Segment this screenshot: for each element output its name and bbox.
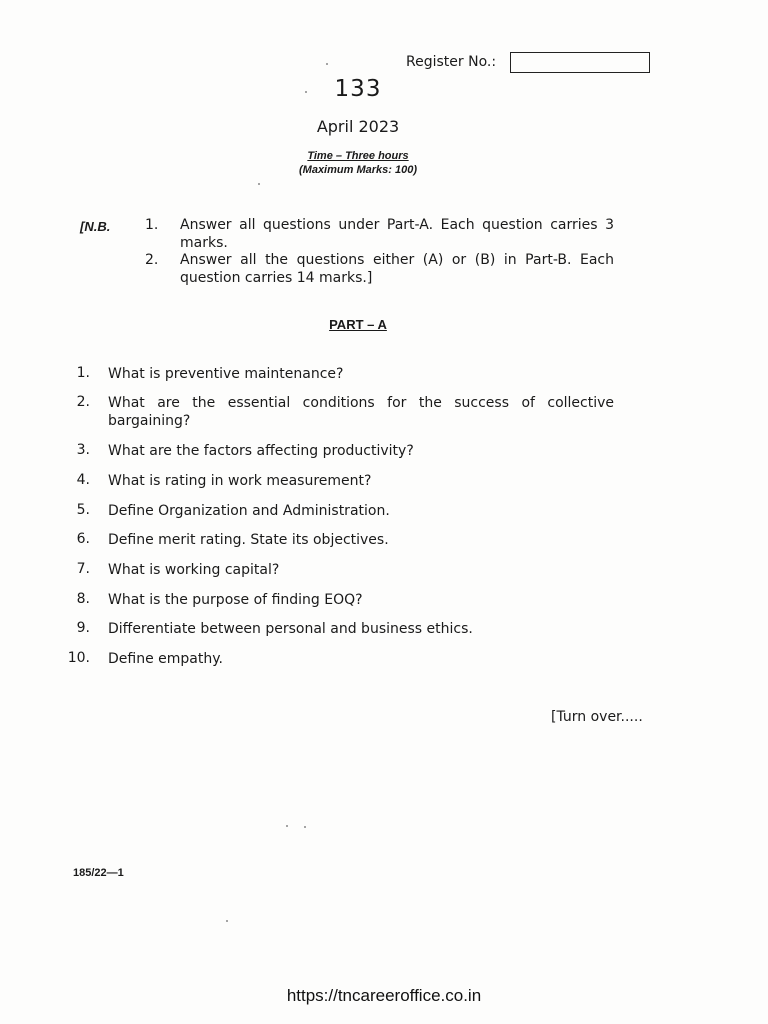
scan-speck xyxy=(305,91,307,93)
question-text: What is the purpose of finding EOQ? xyxy=(108,592,363,608)
paper-footer-code: 185/22—1 xyxy=(73,867,124,879)
nb-label: [N.B. xyxy=(80,219,111,234)
question-text: What is working capital? xyxy=(108,562,280,578)
question-number: 3. xyxy=(76,442,90,458)
question-number: 9. xyxy=(76,620,90,636)
turn-over-note: [Turn over..... xyxy=(551,709,643,725)
question-number: 10. xyxy=(67,650,90,666)
register-number-label: Register No.: xyxy=(406,54,497,70)
question-text: What is rating in work measurement? xyxy=(108,473,372,489)
maximum-marks: (Maximum Marks: 100) xyxy=(299,164,417,176)
instruction-text: Answer all the questions either (A) or (B) in Part-B. Each question carries 14 marks.] xyxy=(180,252,614,286)
question-number: 7. xyxy=(76,561,90,577)
question-number: 2. xyxy=(76,394,90,410)
instruction-number: 2. xyxy=(145,252,159,268)
exam-duration: Time – Three hours xyxy=(307,150,409,162)
exam-date: April 2023 xyxy=(316,117,400,136)
question-text: What are the factors affecting productivity? xyxy=(108,443,414,459)
question-number: 6. xyxy=(76,531,90,547)
source-url: https://tncareeroffice.co.in xyxy=(286,986,482,1005)
paper-code: 133 xyxy=(334,76,382,102)
question-text: Define Organization and Administration. xyxy=(108,503,390,519)
question-number: 1. xyxy=(76,365,90,381)
question-text: What are the essential conditions for the success of collective bargaining? xyxy=(108,395,614,429)
instruction-number: 1. xyxy=(145,217,159,233)
question-text: What is preventive maintenance? xyxy=(108,366,344,382)
question-number: 5. xyxy=(76,502,90,518)
question-text: Define merit rating. State its objectives. xyxy=(108,532,389,548)
question-text: Define empathy. xyxy=(108,651,223,667)
question-number: 8. xyxy=(76,591,90,607)
scan-speck xyxy=(258,183,260,185)
question-number: 4. xyxy=(76,472,90,488)
scan-speck xyxy=(304,826,306,828)
instruction-text: Answer all questions under Part-A. Each question carries 3 marks. xyxy=(180,217,614,251)
question-text: Differentiate between personal and business ethics. xyxy=(108,621,473,637)
scan-speck xyxy=(286,825,288,827)
register-number-box xyxy=(510,52,650,73)
part-a-heading: PART – A xyxy=(329,317,387,332)
scan-speck xyxy=(326,63,328,65)
scan-speck xyxy=(226,920,228,922)
